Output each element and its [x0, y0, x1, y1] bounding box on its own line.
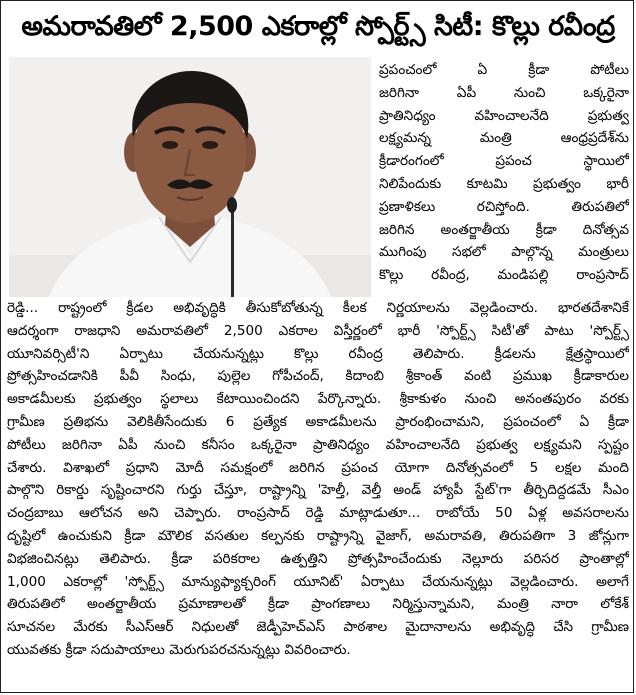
text-line: లక్ష్యమన్న మంత్రి ఆంధ్రప్రదేశ్‌ను [379, 130, 629, 147]
text-line: ప్రాతినిధ్యం వహించాలనేది ప్రభుత్వ [379, 107, 629, 124]
text-line: 1,000 ఎకరాల్లో 'స్పోర్ట్స్ మాన్యుఫ్యాక్చరింగ్ యూనిట్' ఏర్పాటు చేయనున్నట్లు వెల్లడించారు. అలాగే [7, 573, 629, 590]
headline: అమరావతిలో 2,500 ఎకరాల్లో స్పోర్ట్స్ సిటీ: కొల్లు రవీంద్ర [21, 11, 615, 42]
right-column-text [379, 59, 629, 287]
text-line: యువతకు క్రీడా సదుపాయాలు మెరుగుపరచనున్నట్లు వివరించారు. [7, 641, 351, 658]
text-line: ప్రణాళికలు రచిస్తోంది. తిరుపతిలో [379, 198, 629, 215]
text-line: పోటీలు జరిగినా ఏపీ నుంచి కనీసం ఒక్కరైనా ప్రాతినిధ్యం వహించాలనేది ప్రభుత్వ లక్ష్యమని స్పష్టం [7, 436, 629, 453]
text-line: జరిగిన అంతర్జాతీయ క్రీడా దినోత్సవ [379, 221, 629, 238]
article-body [7, 297, 629, 662]
text-line: చేశారు. విశాఖలో ప్రధాని మోదీ సమక్షంలో జరిగిన ప్రపంచ యోగా దినోత్సవంలో 5 లక్షల మంది [7, 459, 629, 476]
text-line: దృష్టిలో ఉంచుకుని క్రీడా మౌలిక వసతుల కల్పనకు రాష్ట్రాన్ని వైజాగ్, అమరావతి, తిరుపతిగా 3 జోన్లుగా [7, 527, 629, 544]
text-line: ప్రపంచంలో ఏ క్రీడా పోటీలు [379, 62, 629, 78]
text-line: ప్రోత్సహించడానికి పీవీ సింధు, పుల్లెల గోపీచంద్, కిదాంబి శ్రీకాంత్ వంటి ప్రముఖ క్రీడాకారుల [7, 368, 629, 385]
text-line: చంద్రబాబు ఆలోచన అని చెప్పారు. రాంప్రసాద్ రెడ్డి మాట్లాడుతూ... రాబోయే 50 ఏళ్ల అవసరాలను [7, 505, 629, 522]
text-line: జరిగినా ఏపీ నుంచి ఒక్కరైనా [379, 84, 629, 101]
text-line: నిలిపేందుకు కూటమి ప్రభుత్వం భారీ [379, 175, 629, 192]
text-line: అకాడమీలకు ప్రభుత్వం స్థలాలు కేటాయించిందని పేర్కొన్నారు. శ్రీకాకుళం నుంచి అనంతపురం వరకు [7, 391, 629, 408]
minister-photo [9, 57, 371, 297]
text-line: పాల్గొని రికార్డు సృష్టించారని గుర్తు చేస్తూ, రాష్ట్రాన్ని 'హెల్తీ, వెల్తీ అండ్ హ్యాపీ స్టేట్'గా తీర్చిదిద్దడమే సీఎం [7, 482, 629, 499]
text-line: క్రీడారంగంలో ప్రపంచ స్థాయిలో [379, 153, 629, 170]
portrait-illustration [9, 57, 371, 297]
text-line: ఆదర్శంగా రాజధాని అమరావతిలో 2,500 ఎకరాల విస్తీర్ణంలో భారీ 'స్పోర్ట్స్ సిటీ'తో పాటు 'స్పోర్ట్స్ [7, 322, 629, 339]
text-line: గ్రామీణ ప్రతిభను వెలికితీసేందుకు 6 ప్రత్యేక అకాడమీలను ప్రారంభించామని, ప్రపంచంలో ఏ క్రీడా [7, 413, 629, 430]
text-line: ముగింపు సభలో పాల్గొన్న మంత్రులు [379, 244, 629, 261]
text-line: సూచనల మేరకు సీఎస్ఆర్ నిధులతో జెడ్పీహెచ్ఎస్ పాఠశాల మైదానాలను అభివృద్ధి చేసి గ్రామీణ [7, 619, 629, 636]
text-line: తిరుపతిలో అంతర్జాతీయ ప్రమాణాలతో క్రీడా ప్రాంగణాలు నిర్మిస్తున్నామని, మంత్రి నారా లోకేశ్ [7, 596, 629, 613]
text-line: కొల్లు రవీంద్ర, మండిపల్లి రాంప్రసాద్ [379, 267, 629, 284]
text-line: యూనివర్సిటీ'ని ఏర్పాటు చేయనున్నట్లు కొల్లు రవీంద్ర తెలిపారు. క్రీడలను క్షేత్రస్థాయిలో [7, 345, 629, 362]
text-line: రెడ్డి... రాష్ట్రంలో క్రీడల అభివృద్ధికి తీసుకోబోతున్న కీలక నిర్ణయాలను వెల్లడించారు. భారతదేశానికే [7, 300, 629, 316]
text-line: విభజించినట్లు తెలిపారు. క్రీడా పరికరాల ఉత్పత్తిని ప్రోత్సహించేందుకు నెల్లూరు పరిసర ప్రాంతాల్లో [7, 550, 629, 567]
